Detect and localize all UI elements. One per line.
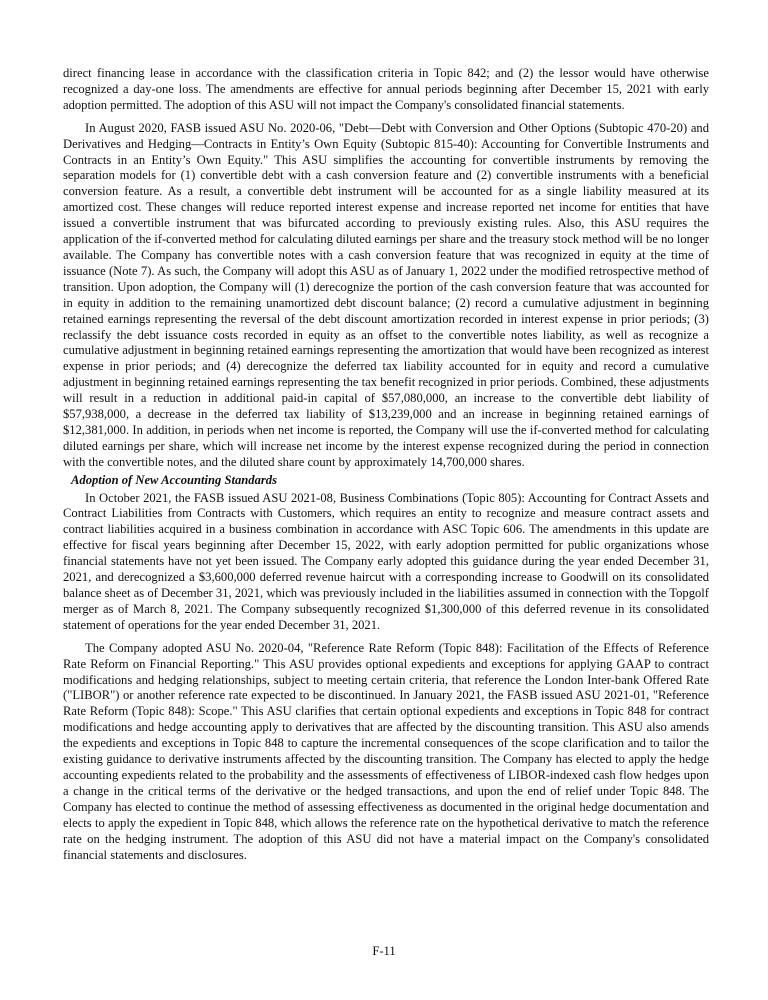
paragraph-asu-2021-08: In October 2021, the FASB issued ASU 2021-08, Business Combinations (Topic 805): Accounting for Contract Assets and Contract Liabilities from Contracts with Customers, which requires an entity to recognize and measure contract assets and contract liabilities acquired in a business combination in accordance with ASC Topic 606. The amendments in this update are effective for fiscal years beginning after December 15, 2022, with early adoption permitted for public organizations whose financial statements have not yet been issued. The Company early adopted this guidance during the year ended December 31, 2021, and derecognized a $3,600,000 deferred revenue haircut with a corresponding increase to Goodwill on its consolidated balance sheet as of December 31, 2021, which was previously included in the liabilities assumed in connection with the Topgolf merger as of March 8, 2021. The Company subsequently recognized $1,300,000 of this deferred revenue in its consolidated statement of operations for the year ended December 31, 2021.: [63, 490, 709, 632]
paragraph-asu-2020-04: The Company adopted ASU No. 2020-04, "Reference Rate Reform (Topic 848): Facilitation of the Effects of Reference Rate Reform on Financial Reporting." This ASU provides optional expedients and exceptions for applying GAAP to contract modifications and hedging relationships, subject to meeting certain criteria, that reference the London Inter-bank Offered Rate ("LIBOR") or another reference rate expected to be discontinued. In January 2021, the FASB issued ASU 2021-01, "Reference Rate Reform (Topic 848): Scope." This ASU clarifies that certain optional expedients and exceptions in Topic 848 for contract modifications and hedge accounting apply to derivatives that are affected by the discounting transition. This ASU also amends the expedients and exceptions in Topic 848 to capture the incremental consequences of the scope clarification and to tailor the existing guidance to derivative instruments affected by the discounting transition. The Company has elected to apply the hedge accounting expedients related to the probability and the assessments of effectiveness of LIBOR-indexed cash flow hedges upon a change in the critical terms of the derivative or the hedged transactions, and upon the end of relief under Topic 848. The Company has elected to continue the method of assessing effectiveness as documented in the original hedge documentation and elects to apply the expedient in Topic 848, which allows the reference rate on the hypothetical derivative to match the reference rate on the hedging instrument. The adoption of this ASU did not have a material impact on the Company's consolidated financial statements and disclosures.: [63, 640, 709, 862]
document-body: [63, 66, 709, 863]
paragraph-asu-2020-06: In August 2020, FASB issued ASU No. 2020-06, "Debt—Debt with Conversion and Other Options (Subtopic 470-20) and Derivatives and Hedging—Contracts in Entity’s Own Equity (Subtopic 815-40): Accounting for Convertible Instruments and Contracts in an Entity’s Own Equity." This ASU simplifies the accounting for convertible instruments by removing the separation models for (1) convertible debt with a cash conversion feature and (2) convertible instruments with a beneficial conversion feature. As a result, a convertible debt instrument will be accounted for as a single liability measured at its amortized cost. These changes will reduce reported interest expense and increase reported net income for entities that have issued a convertible instrument that was bifurcated according to previously existing rules. Also, this ASU requires the application of the if-converted method for calculating diluted earnings per share and the treasury stock method will be no longer available. The Company has convertible notes with a cash conversion feature that was recognized in equity at the time of issuance (Note 7). As such, the Company will adopt this ASU as of January 1, 2022 under the modified retrospective method of transition. Upon adoption, the Company will (1) derecognize the portion of the cash conversion feature that was accounted for in equity in addition to the remaining unamortized debt discount balance; (2) record a cumulative adjustment in beginning retained earnings representing the reversal of the debt discount amortization recorded in interest expense in prior periods; (3) reclassify the debt issuance costs recorded in equity as an offset to the convertible notes liability, as well as recognize a cumulative adjustment in beginning retained earnings representing the amortization that would have been recognized as interest expense in prior periods; and (4) derecognize the deferred tax liability accounted for in equity and record a cumulative adjustment in beginning retained earnings representing the tax benefit recognized in prior periods. Combined, these adjustments will result in a reduction in additional paid-in capital of $57,080,000, an increase to the convertible debt liability of $57,938,000, a decrease in the deferred tax liability of $13,239,000 and an increase in beginning retained earnings of $12,381,000. In addition, in periods when net income is reported, the Company will use the if-converted method for calculating diluted earnings per share, which will increase net income by the interest expense recognized during the period in connection with the convertible notes, and the diluted share count by approximately 14,700,000 shares.: [63, 120, 709, 469]
section-heading: Adoption of New Accounting Standards: [71, 472, 277, 487]
paragraph-lessor-classification: direct financing lease in accordance with the classification criteria in Topic 842; and (2) the lessor would have otherwise recognized a day-one loss. The amendments are effective for annual periods beginning after December 15, 2021 with early adoption permitted. The adoption of this ASU will not impact the Company's consolidated financial statements.: [63, 66, 709, 112]
page-number: F-11: [372, 944, 396, 958]
